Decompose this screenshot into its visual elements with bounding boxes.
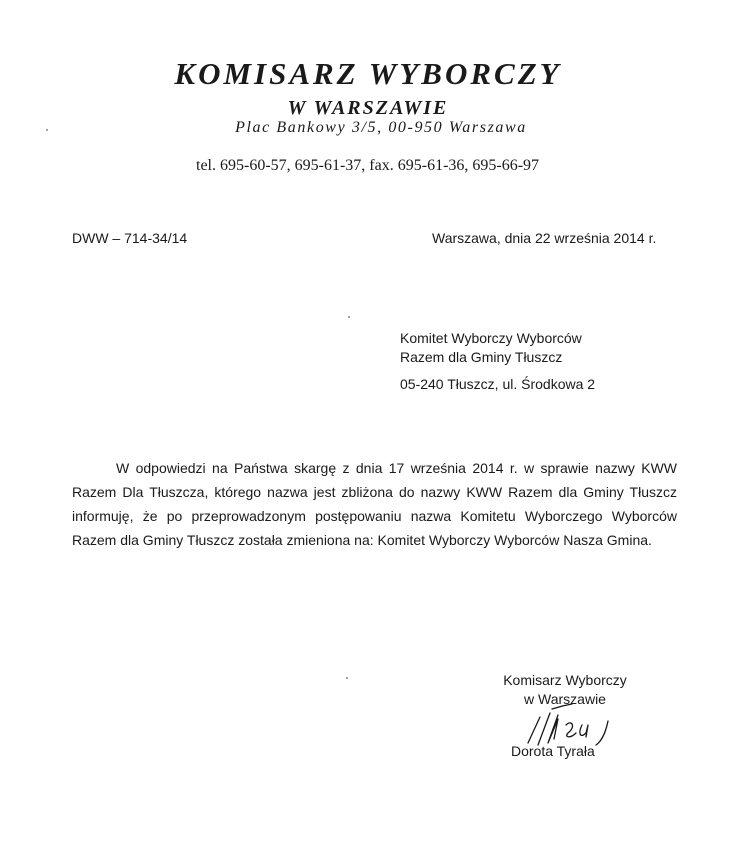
signature-title-line1: Komisarz Wyborczy [503, 672, 627, 688]
recipient-block [400, 329, 595, 394]
letterhead-phones: tel. 695-60-57, 695-61-37, fax. 695-61-36, 695-66-97 [196, 157, 540, 174]
scan-speck [348, 316, 350, 318]
recipient-name-cont: Razem dla Gminy Tłuszcz [400, 349, 563, 365]
letterhead-address: Plac Bankowy 3/5, 00-950 Warszawa [235, 119, 527, 136]
letter-body: W odpowiedzi na Państwa skargę z dnia 17 września 2014 r. w sprawie nazwy KWW Razem Dla Tłuszcza, którego nazwa jest zbliżona do nazwy KWW Razem dla Gminy Tłuszcz informuję, że po przeprowadzonym postępowaniu nazwa Komitetu Wyborczego Wyborców Razem dla Gminy Tłuszcz została zmieniona na: Komitet Wyborczy Wyborców Nasza Gmina. [72, 460, 677, 548]
signature-title-line2: w Warszawie [524, 691, 606, 707]
signatory-name: Dorota Tyrała [511, 743, 595, 759]
letterhead-title: KOMISARZ WYBORCZY [174, 56, 562, 91]
document-reference: DWW – 714-34/14 [72, 230, 188, 246]
document-date: Warszawa, dnia 22 września 2014 r. [432, 230, 657, 246]
scan-speck [346, 677, 348, 679]
scan-speck [46, 129, 48, 131]
recipient-name: Komitet Wyborczy Wyborców [400, 330, 582, 346]
recipient-address: 05-240 Tłuszcz, ul. Środkowa 2 [400, 376, 596, 392]
letterhead-subtitle: W WARSZAWIE [287, 97, 449, 119]
